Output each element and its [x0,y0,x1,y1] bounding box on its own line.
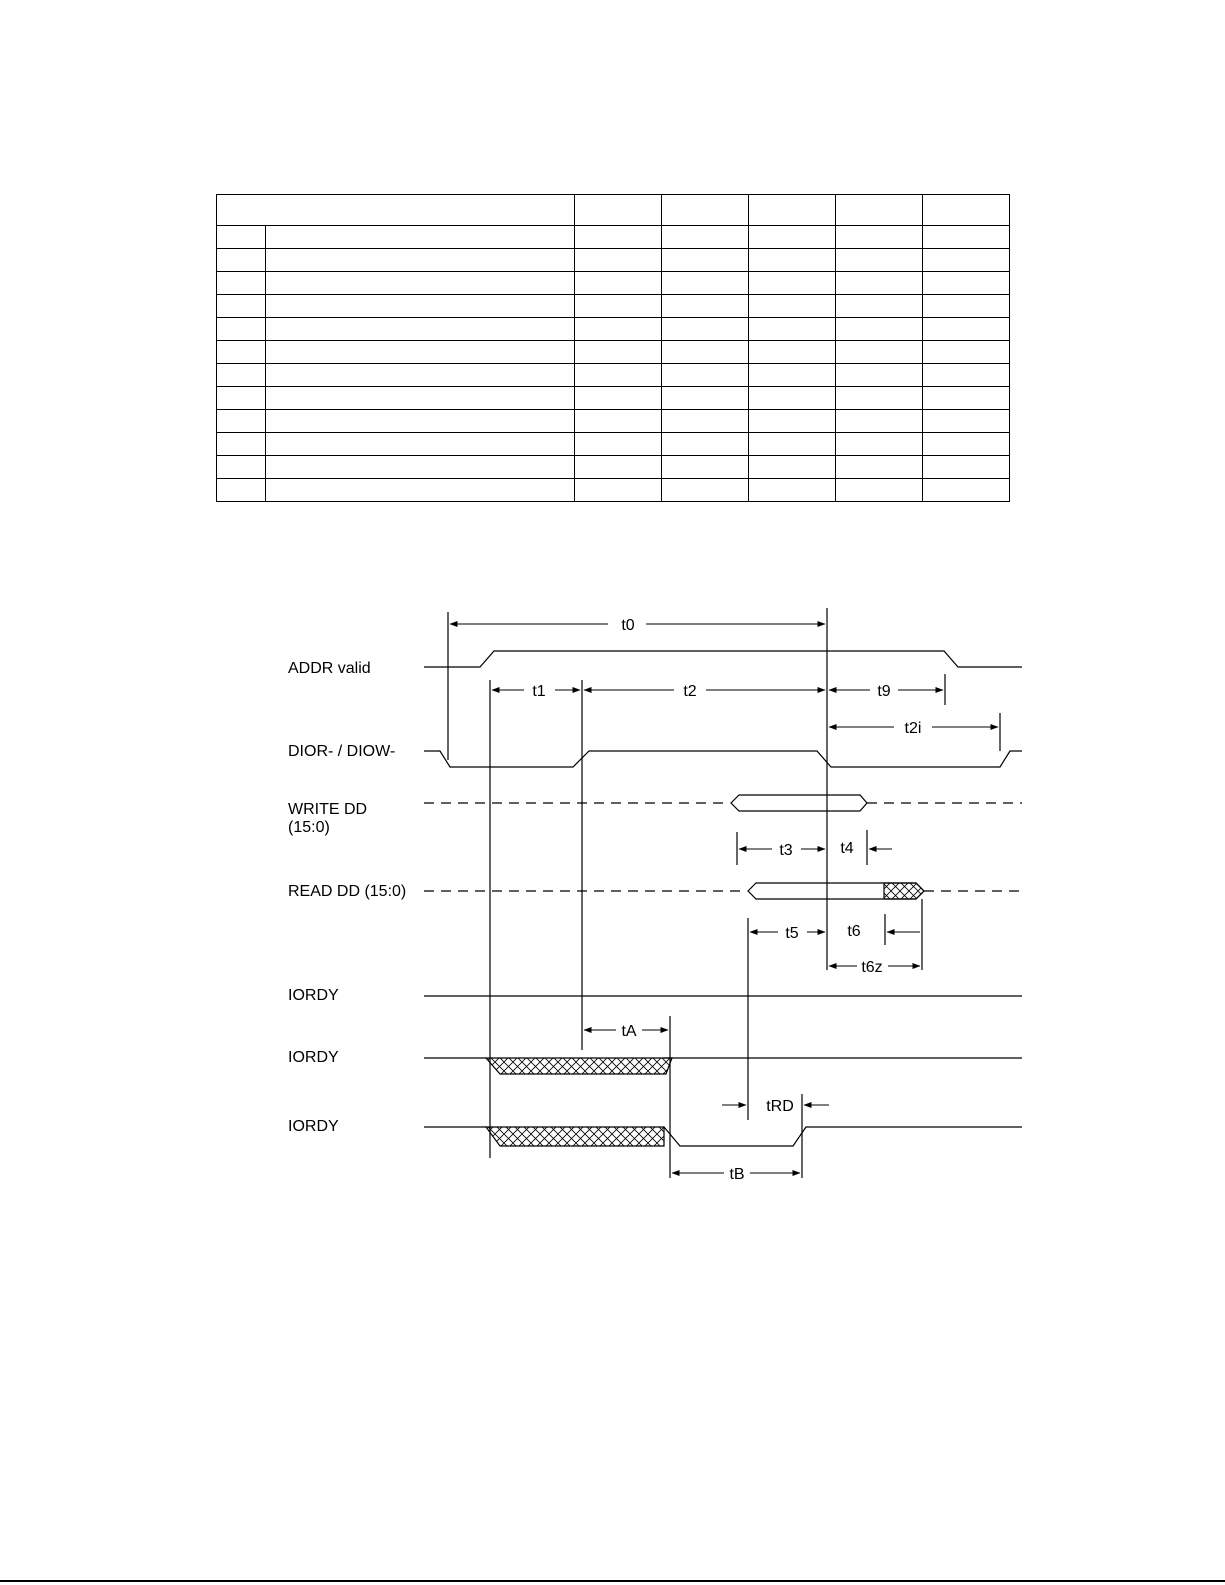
timing-label-tB: tB [729,1166,745,1183]
waveform-dior-diow [424,751,1022,767]
timing-label-t3: t3 [779,842,793,859]
signal-label-read-dd: READ DD (15:0) [288,883,407,900]
signal-label-iordy-3: IORDY [288,1118,339,1135]
signal-label-iordy-1: IORDY [288,987,339,1004]
read-dd-invalid-hatch [884,883,924,899]
timing-label-t1: t1 [532,683,546,700]
timing-label-t0: t0 [621,617,635,634]
signal-label-addr-valid: ADDR valid [288,660,371,677]
signal-label-write-dd-bits: (15:0) [288,819,330,836]
timing-label-t6z: t6z [861,959,883,976]
timing-label-t2i: t2i [904,720,922,737]
timing-label-t9: t9 [877,683,891,700]
waveform-write-dd-valid [731,795,867,811]
timing-label-t6: t6 [847,923,861,940]
timing-label-tRD: tRD [766,1098,794,1115]
iordy-3-invalid-hatch [486,1127,664,1146]
timing-label-t2: t2 [683,683,697,700]
waveform-addr-valid [424,651,1022,667]
timing-label-t4: t4 [840,840,854,857]
timing-label-tA: tA [621,1023,637,1040]
signal-label-write-dd: WRITE DD [288,801,368,818]
signal-label-iordy-2: IORDY [288,1049,339,1066]
page-bottom-rule [0,1580,1225,1582]
iordy-2-invalid-hatch [486,1058,672,1074]
timing-label-t5: t5 [785,925,799,942]
signal-label-dior-diow: DIOR- / DIOW- [288,743,396,760]
